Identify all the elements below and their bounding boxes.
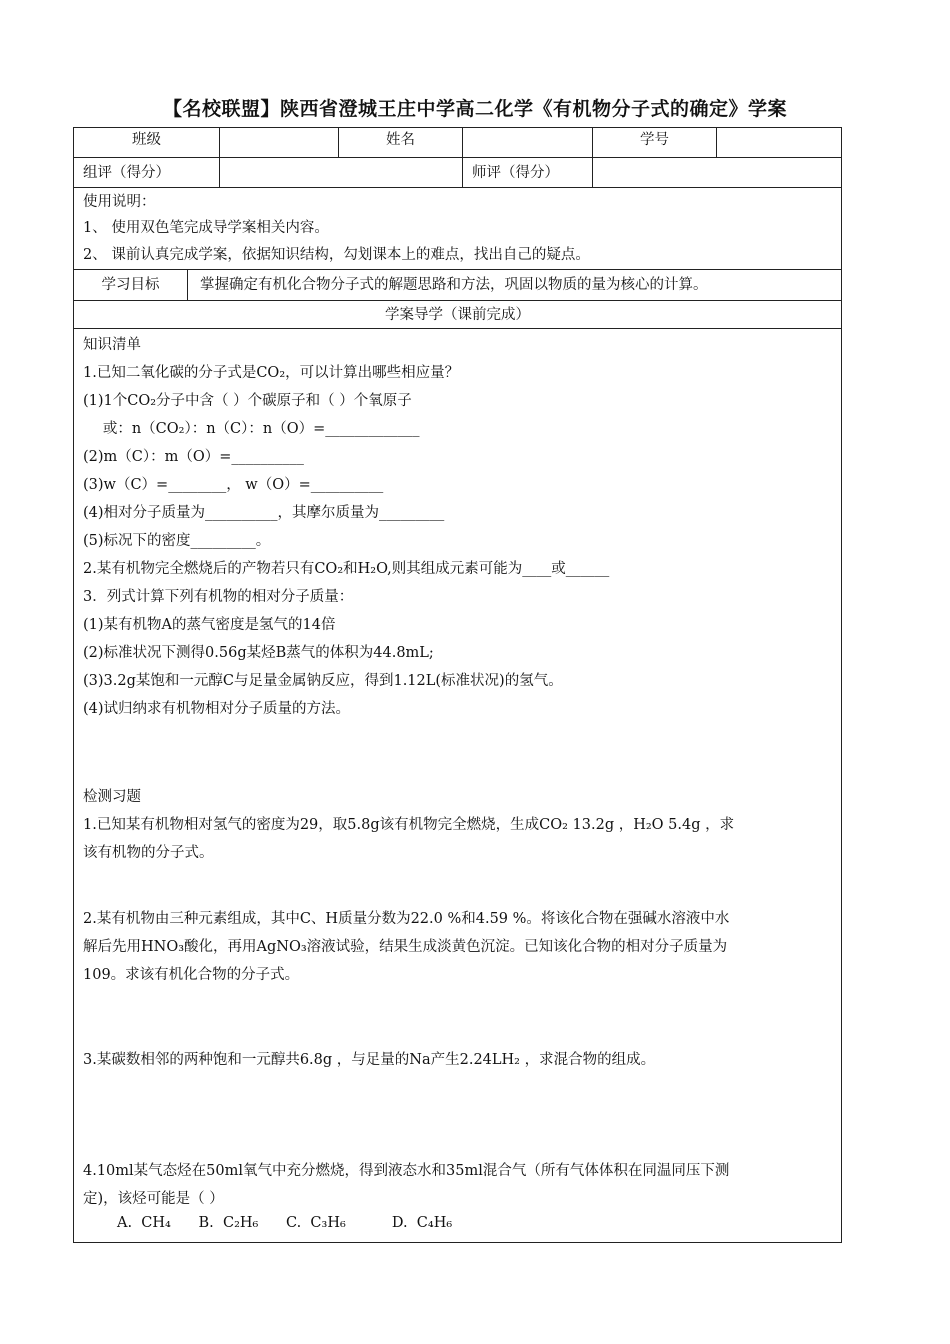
number-value[interactable] — [716, 128, 843, 157]
teacher-score-label: 师评（得分） — [462, 158, 592, 187]
instructions-block — [74, 188, 841, 270]
knowledge-line-7: (5)标况下的密度_________。 — [83, 533, 271, 549]
section-title: 学案导学（课前完成） — [385, 307, 530, 323]
learning-goal-text: 掌握确定有机化合物分子式的解题思路和方法，巩固以物质的量为核心的计算。 — [187, 270, 843, 300]
knowledge-line-9: 3．列式计算下列有机物的相对分子质量： — [83, 589, 354, 605]
name-label: 姓名 — [338, 128, 462, 157]
knowledge-line-2: (1)1个CO₂分子中含（ ）个碳原子和（ ）个氧原子 — [83, 393, 412, 409]
knowledge-line-5: (3)w（C）=________， w（O）=__________ — [83, 477, 384, 493]
knowledge-line-10: (1)某有机物A的蒸气密度是氢气的14倍 — [83, 617, 336, 633]
group-score-label: 组评（得分） — [83, 165, 170, 181]
knowledge-line-11: (2)标准状况下测得0.56g某烃B蒸气的体积为44.8mL; — [83, 645, 434, 661]
exercise-1-line-2: 该有机物的分子式。 — [83, 845, 214, 861]
knowledge-section — [74, 329, 841, 1244]
exercise-4-options: A. CH₄ B. C₂H₆ C. C₃H₆ D. C₄H₆ — [117, 1215, 453, 1231]
knowledge-line-8: 2.某有机物完全燃烧后的产物若只有CO₂和H₂O,则其组成元素可能为____或______ — [83, 561, 610, 577]
knowledge-line-12: (3)3.2g某饱和一元醇C与足量金属钠反应，得到1.12L(标准状况)的氢气。 — [83, 673, 563, 689]
header-row-2 — [74, 158, 841, 188]
exercises-heading: 检测习题 — [83, 789, 141, 805]
section-title-row — [74, 301, 841, 329]
exercise-2-line-1: 2.某有机物由三种元素组成，其中C、H质量分数为22.0 %和4.59 %。将该化合物在强碱水溶液中水 — [83, 911, 730, 927]
knowledge-line-3: 或：n（CO₂）：n（C）：n（O）=_____________ — [89, 421, 420, 437]
knowledge-heading: 知识清单 — [83, 337, 141, 353]
exercise-4-line-2: 定)，该烃可能是（ ） — [83, 1191, 224, 1207]
instruction-2: 2、 课前认真完成学案，依据知识结构，勾划课本上的难点，找出自己的疑点。 — [83, 247, 590, 263]
exercise-1-line-1: 1.已知某有机物相对氢气的密度为29，取5.8g该有机物完全燃烧，生成CO₂ 13.2g ，H₂O 5.4g ，求 — [83, 817, 735, 833]
header-row-1 — [74, 128, 841, 158]
knowledge-line-13: (4)试归纳求有机物相对分子质量的方法。 — [83, 701, 351, 717]
exercise-4-line-1: 4.10ml某气态烃在50ml氧气中充分燃烧，得到液态水和35ml混合气（所有气体体积在同温同压下测 — [83, 1163, 730, 1179]
class-value[interactable] — [219, 128, 338, 157]
exercise-2-line-2: 解后先用HNO₃酸化，再用AgNO₃溶液试验，结果生成淡黄色沉淀。已知该化合物的相对分子质量为 — [83, 939, 728, 955]
learning-goal-label: 学习目标 — [101, 277, 160, 293]
teacher-score-value[interactable] — [592, 158, 843, 187]
number-label: 学号 — [592, 128, 716, 157]
exercise-3: 3.某碳数相邻的两种饱和一元醇共6.8g ，与足量的Na产生2.24LH₂ ，求混合物的组成。 — [83, 1052, 656, 1068]
worksheet-table — [73, 127, 842, 1243]
knowledge-line-6: (4)相对分子质量为__________，其摩尔质量为_________ — [83, 505, 445, 521]
exercise-2-line-3: 109。求该有机化合物的分子式。 — [83, 967, 300, 983]
group-score-value[interactable] — [219, 158, 462, 187]
learning-goal-row — [74, 270, 841, 301]
instruction-1: 1、 使用双色笔完成导学案相关内容。 — [83, 220, 329, 236]
name-value[interactable] — [462, 128, 592, 157]
knowledge-line-1: 1.已知二氧化碳的分子式是CO₂，可以计算出哪些相应量？ — [83, 365, 460, 381]
document-title: 【名校联盟】陕西省澄城王庄中学高二化学《有机物分子式的确定》学案 — [162, 98, 787, 120]
class-label: 班级 — [132, 132, 161, 148]
knowledge-line-4: (2)m（C）：m（O）=__________ — [83, 449, 304, 465]
instructions-heading: 使用说明： — [83, 194, 156, 210]
